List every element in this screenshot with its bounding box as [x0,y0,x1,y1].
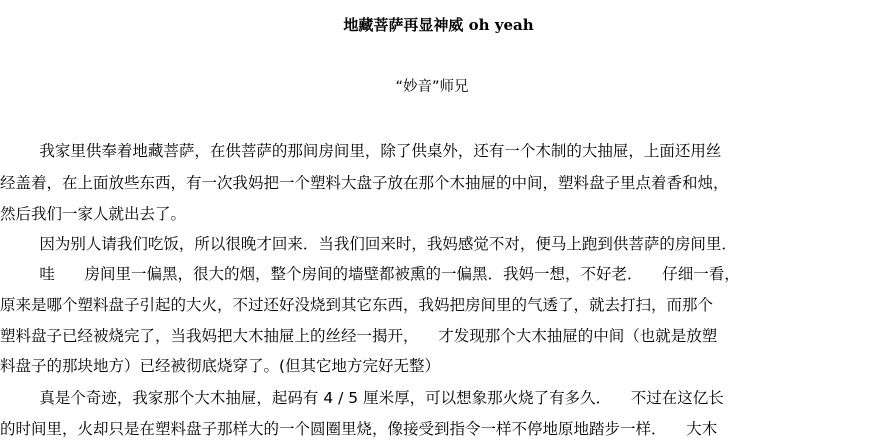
body-line: 的时间里，火却只是在塑料盘子那样大的一个圆圈里烧，像接受到指令一样不停地原地踏步一样． 大木 [0,420,718,438]
article-title: 地藏菩萨再显神威 oh yeah [343,16,534,34]
body-line: 经盖着，在上面放些东西，有一次我妈把一个塑料大盘子放在那个木抽屉的中间，塑料盘子里点着香和烛， [0,174,729,192]
body-line: 我家里供奉着地藏菩萨，在供菩萨的那间房间里，除了供桌外，还有一个木制的大抽屉，上面还用丝 [0,142,722,160]
body-line: 塑料盘子已经被烧完了，当我妈把大木抽屉上的丝经一揭开， 才发现那个大木抽屉的中间（也就是放塑 [0,327,718,345]
body-line: 真是个奇迹，我家那个大木抽屉，起码有 4 / 5 厘米厚，可以想象那火烧了有多久． 不过在这亿长 [0,389,724,407]
body-line: 然后我们一家人就出去了。 [0,205,187,223]
body-line: 料盘子的那块地方）已经被彻底烧穿了。(但其它地方完好无整） [0,357,441,375]
article-author: “妙音”师兄 [395,79,469,95]
body-line: 原来是哪个塑料盘子引起的大火，不过还好没烧到其它东西，我妈把房间里的气透了，就去打扫，而那个 [0,296,714,314]
body-line: 哇 房间里一偏黑，很大的烟，整个房间的墙壁都被熏的一偏黑．我妈一想，不好老． 仔细一看， [0,265,740,283]
body-line: 因为别人请我们吃饭，所以很晚才回来．当我们回来时，我妈感觉不对，便马上跑到供菩萨的房间里． [0,235,737,253]
